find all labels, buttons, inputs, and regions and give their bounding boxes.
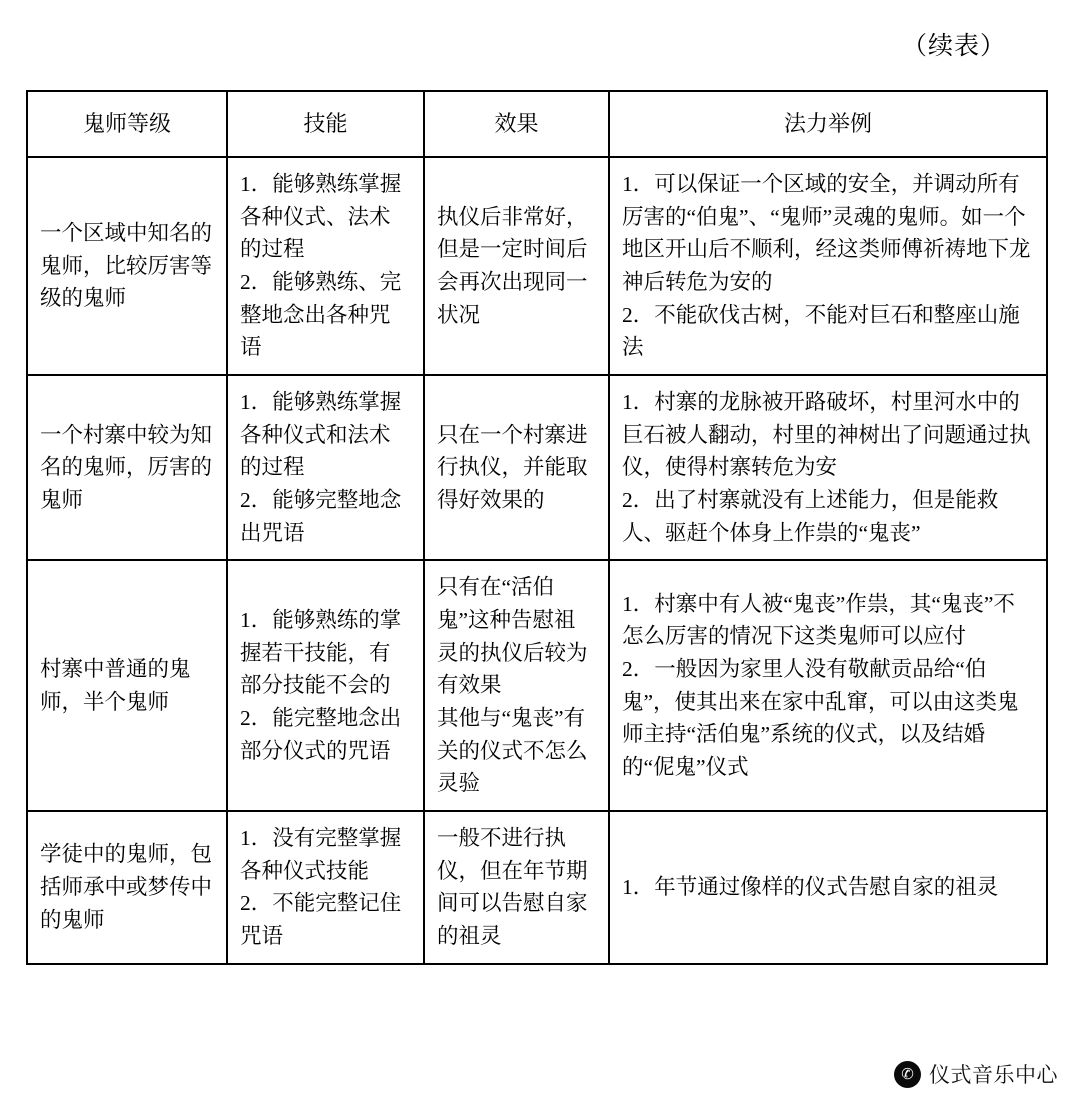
cell-line: 1．可以保证一个区域的安全，并调动所有厉害的“伯鬼”、“鬼师”灵魂的鬼师。如一个地区开山后不顺利，经这类师傅祈祷地下龙神后转危为安的 bbox=[622, 172, 1031, 295]
cell-line: 2．不能完整记住咒语 bbox=[240, 891, 402, 949]
cell-line: 2．出了村寨就没有上述能力，但是能救人、驱赶个体身上作祟的“鬼丧” bbox=[622, 488, 999, 545]
cell-line: 2．能够熟练、完整地念出各种咒语 bbox=[240, 270, 402, 360]
continued-table-label: （续表） bbox=[901, 33, 1006, 60]
table-row bbox=[27, 560, 1047, 811]
cell-line: 2．一般因为家里人没有敬献贡品给“伯鬼”，使其出来在家中乱窜，可以由这类鬼师主持“活伯鬼”系统的仪式，以及结婚的“伲鬼”仪式 bbox=[622, 657, 1019, 780]
ghost-master-levels-table bbox=[26, 90, 1048, 965]
cell-power: 1．年节通过像样的仪式告慰自家的祖灵 bbox=[609, 811, 1047, 964]
cell-line: 1．能够熟练掌握各种仪式和法术的过程 bbox=[240, 390, 402, 480]
cell-level: 村寨中普通的鬼师，半个鬼师 bbox=[27, 560, 227, 811]
table-row bbox=[27, 375, 1047, 560]
cell-line: 只有在“活伯鬼”这种告慰祖灵的执仪后较为有效果 bbox=[437, 575, 588, 698]
cell-line: 2．能够完整地念出咒语 bbox=[240, 488, 402, 545]
cell-level: 学徒中的鬼师，包括师承中或梦传中的鬼师 bbox=[27, 811, 227, 964]
cell-line: 2．不能砍伐古树，不能对巨石和整座山施法 bbox=[622, 302, 1020, 360]
cell-effect: 执仪后非常好，但是一定时间后会再次出现同一状况 bbox=[424, 157, 609, 375]
cell-power bbox=[609, 560, 1047, 811]
watermark bbox=[894, 1059, 1058, 1089]
cell-skill bbox=[227, 157, 424, 375]
watermark-label: 仪式音乐中心 bbox=[929, 1064, 1058, 1087]
cell-skill bbox=[227, 375, 424, 560]
cell-effect: 只在一个村寨进行执仪，并能取得好效果的 bbox=[424, 375, 609, 560]
column-header-skill: 技能 bbox=[227, 91, 424, 157]
table-row bbox=[27, 157, 1047, 375]
cell-power bbox=[609, 375, 1047, 560]
column-header-power: 法力举例 bbox=[609, 91, 1047, 157]
cell-skill bbox=[227, 560, 424, 811]
cell-effect: 一般不进行执仪，但在年节期间可以告慰自家的祖灵 bbox=[424, 811, 609, 964]
cell-line: 1．没有完整掌握各种仪式技能 bbox=[240, 826, 402, 883]
cell-line: 其他与“鬼丧”有关的仪式不怎么灵验 bbox=[437, 706, 588, 796]
cell-level: 一个村寨中较为知名的鬼师，厉害的鬼师 bbox=[27, 375, 227, 560]
cell-level: 一个区域中知名的鬼师，比较厉害等级的鬼师 bbox=[27, 157, 227, 375]
wechat-icon: ✆ bbox=[894, 1061, 921, 1088]
cell-power bbox=[609, 157, 1047, 375]
cell-line: 1．能够熟练的掌握若干技能，有部分技能不会的 bbox=[240, 608, 402, 698]
cell-line: 1．村寨中有人被“鬼丧”作祟，其“鬼丧”不怎么厉害的情况下这类鬼师可以应付 bbox=[622, 591, 1015, 649]
table-header-row bbox=[27, 91, 1047, 157]
table-row bbox=[27, 811, 1047, 964]
cell-skill bbox=[227, 811, 424, 964]
column-header-level: 鬼师等级 bbox=[27, 91, 227, 157]
cell-line: 2．能完整地念出部分仪式的咒语 bbox=[240, 706, 402, 763]
cell-line: 1．能够熟练掌握各种仪式、法术的过程 bbox=[240, 172, 402, 262]
cell-line: 1．村寨的龙脉被开路破坏，村里河水中的巨石被人翻动，村里的神树出了问题通过执仪，使得村寨转危为安 bbox=[622, 390, 1031, 480]
column-header-effect: 效果 bbox=[424, 91, 609, 157]
cell-effect bbox=[424, 560, 609, 811]
